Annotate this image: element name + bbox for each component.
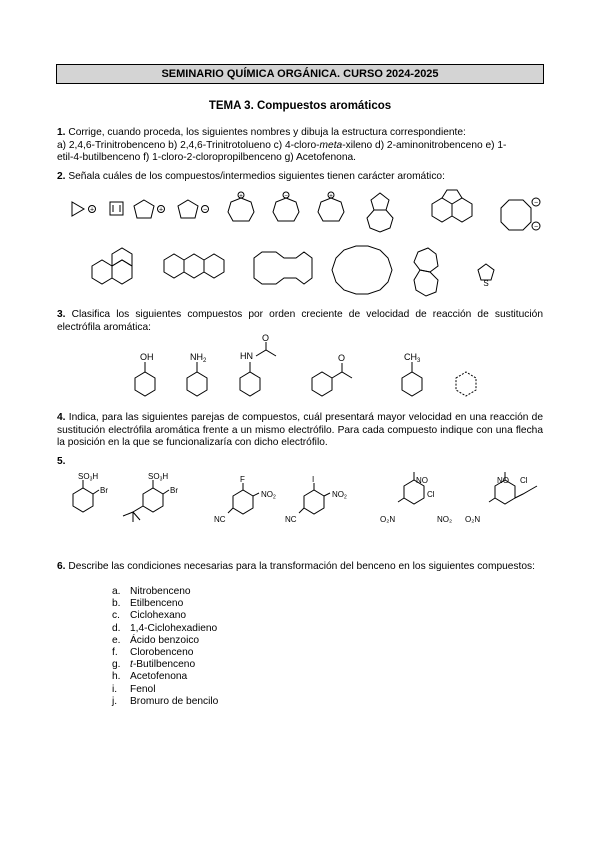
acenaphthylene-ring-2 (452, 198, 472, 222)
no2-label-c: NO2 (261, 490, 276, 501)
minus-sign-3: − (533, 199, 539, 207)
cycloheptatrienyl-ring-3 (318, 198, 344, 221)
q3-text: Clasifica los siguientes compuestos por orden creciente de velocidad de reacción de sustitución electrófila aromática: (57, 309, 543, 333)
so3h-label-a: SO3H (78, 472, 99, 483)
annulene-14 (254, 252, 312, 284)
topic-title: TEMA 3. Compuestos aromáticos (208, 100, 392, 112)
q2-text: Señala cuáles de los compuestos/intermedios siguientes tienen carácter aromático: (65, 171, 445, 182)
f-label: F (240, 475, 245, 484)
q3-number: 3. (57, 309, 66, 320)
phenol-ring (135, 372, 155, 396)
azulene-five-ring (371, 193, 389, 210)
annulene-18 (332, 246, 392, 294)
azulene-seven-ring (367, 210, 393, 232)
plus-sign-2: + (158, 206, 164, 214)
list-item: e. Ácido benzoico (112, 634, 200, 646)
q1-number: 1. (57, 127, 66, 138)
plus-sign-3: + (239, 193, 243, 200)
q5-ring-a (73, 488, 93, 512)
cyclopropenyl-ring (72, 202, 84, 216)
cycloheptatrienyl-ring-1 (228, 198, 254, 221)
nc-label-d: NC (285, 515, 297, 524)
q5-structures (0, 466, 600, 536)
phenanthrene-ring-3 (112, 248, 132, 266)
sulfur-label: S (483, 279, 489, 288)
list-item: h. Acetofenona (112, 671, 188, 683)
acenaphthylene-ring-1 (432, 198, 452, 222)
question-1 (57, 127, 543, 165)
i-label: I (312, 475, 315, 484)
q2-number: 2. (57, 171, 66, 182)
q4-text: Indica, para las siguientes parejas de compuestos, cuál presentará mayor velocidad en una reacción de sustitución electrófila aromática frente a un mismo electrófilo. Para cada compuesto indique con una flecha la posición en la que se funcionalizaría con dicho electrófilo. (57, 412, 543, 448)
question-6 (57, 561, 543, 574)
so3h-label-b: SO3H (148, 472, 169, 483)
q1-text: Corrige, cuando proceda, los siguientes nombres y dibuja la estructura correspondiente: (65, 127, 466, 138)
q5-ring-c (233, 490, 253, 514)
br-label-b: Br (170, 486, 178, 495)
list-item: d. 1,4-Ciclohexadieno (112, 622, 218, 634)
phenanthrene-ring-1 (92, 260, 112, 284)
acetanilide-ring (240, 372, 260, 396)
question-4 (57, 412, 543, 450)
list-item: g. t-Butilbenceno (112, 659, 196, 671)
plus-sign-1: + (89, 206, 95, 214)
fused-ring-2 (414, 270, 438, 296)
nc-label-c: NC (214, 515, 226, 524)
oh-label: OH (140, 352, 154, 362)
list-item: j. Bromuro de bencilo (112, 695, 219, 707)
hn-label: HN (240, 351, 253, 361)
toluene-ring (402, 372, 422, 396)
q2-structures-row2 (0, 242, 600, 302)
no2-label-e: NO₂ (437, 515, 453, 524)
br-label-a: Br (100, 486, 108, 495)
minus-sign-4: − (533, 223, 539, 231)
nh2-label: $NH_2$ (190, 352, 207, 364)
minus-sign-1: − (202, 206, 208, 214)
no-label-e: NO (416, 476, 428, 485)
q5-ring-b (143, 488, 163, 512)
q1-line3: etil-4-butilbenceno f) 1-cloro-2-cloropropilbenceno g) Acetofenona. (57, 152, 357, 163)
q5-ring-d (304, 490, 324, 514)
carbonyl-o-label-1: O (262, 333, 270, 343)
o2n-label-e: O₂N (380, 515, 396, 524)
q6-number: 6. (57, 561, 66, 572)
no2-label-d: NO2 (332, 490, 347, 501)
list-item: b. Etilbenceno (112, 598, 184, 610)
list-item: f. Clorobenceno (112, 647, 194, 659)
o2n-label-f: O₂N (465, 515, 481, 524)
q1-line2a: a) 2,4,6-Trinitrobenceno b) 2,4,6-Trinitrotolueno c) 4-cloro- (57, 139, 320, 151)
list-item: a. Nitrobenceno (112, 586, 191, 597)
question-3 (57, 309, 543, 334)
q5-number: 5. (57, 456, 66, 467)
cl-label-e: Cl (427, 490, 435, 499)
thiophene-ring (478, 264, 494, 280)
question-2 (57, 171, 543, 184)
cycloheptatrienyl-ring-2 (273, 198, 299, 221)
cl-label-f: Cl (520, 476, 528, 485)
cyclopentadienyl-ring-1 (134, 200, 154, 218)
minus-sign-2: − (284, 193, 288, 200)
q1-line2c: -xileno d) 2-aminonitrobenceno e) 1- (342, 139, 507, 151)
q2-structures-row1 (0, 188, 600, 248)
cyclobutadiene-ring (110, 202, 123, 215)
list-item: i. Fenol (112, 683, 156, 695)
q4-number: 4. (57, 412, 66, 423)
aniline-ring (187, 372, 207, 396)
cyclooctatetraene-ring (501, 200, 531, 230)
ch3-label: $CH_3$ (404, 352, 421, 364)
q6-text: Describe las condiciones necesarias para la transformación del benceno en los siguientes compuestos: (65, 561, 535, 572)
q3-structures (0, 332, 600, 407)
cyclopentadienyl-ring-2 (178, 200, 198, 218)
anthracene-ring-1 (164, 254, 184, 278)
no-label-f: NO (497, 476, 509, 485)
cyclohexadiene-ring (456, 372, 476, 396)
header-title: SEMINARIO QUÍMICA ORGÁNICA. CURSO 2024-2025 (56, 64, 544, 84)
list-item: c. Ciclohexano (112, 610, 187, 622)
q1-meta: meta (319, 139, 343, 151)
fused-ring-1 (414, 248, 438, 272)
acetophenone-ring (312, 372, 332, 396)
q6-list (112, 586, 218, 708)
plus-sign-4: + (329, 193, 333, 200)
carbonyl-o-label-2: O (338, 353, 346, 363)
